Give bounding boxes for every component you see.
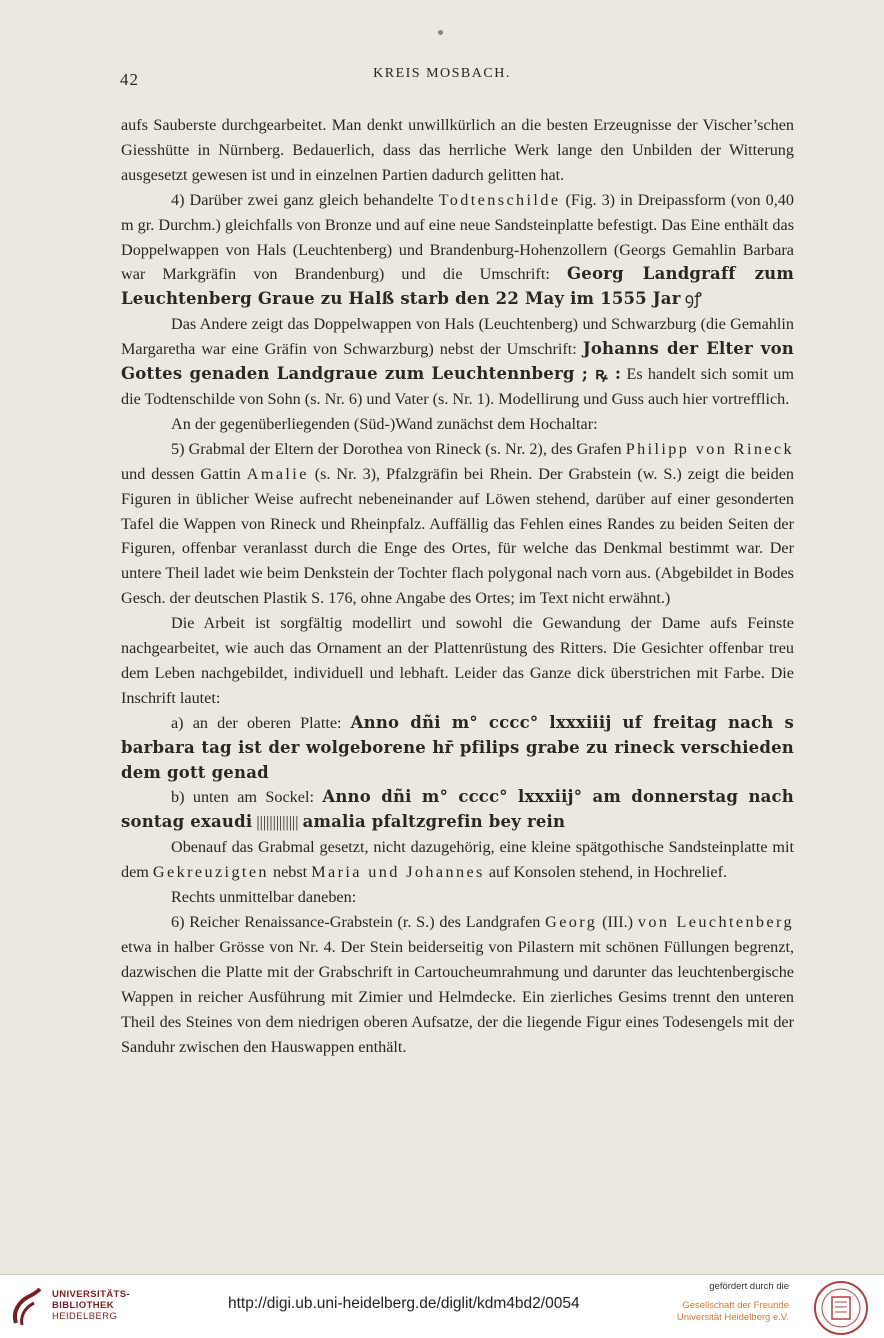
damage-marks: ||||||||||||| xyxy=(252,813,303,832)
sponsor-credit: gefördert durch die Gesellschaft der Freunde Universität Heidelberg e.V. xyxy=(676,1281,789,1323)
spaced-term: Georg xyxy=(545,913,598,931)
spaced-term: Gekreuzigten xyxy=(152,863,269,882)
paragraph-1: aufs Sauberste durchgearbeitet. Man denkt unwillkürlich an die besten Erzeugnisse der Vischer’schen Giesshütte in Nürnberg. Bedauerlich, dass das herrliche Werk lange den Unbilden der Witterung ausgesetzt gewesen ist und in einzelnen Partien dadurch gelitten hat. xyxy=(121,116,794,184)
body-text xyxy=(121,113,794,1059)
paragraph-3: Das Andere zeigt das Doppelwappen von Hals (Leuchtenberg) und Schwarzburg (die Gemahlin Margaretha war eine Gräfin von Schwarzburg) nebst der Umschrift: Johanns der Elter von Gottes genaden Landgraue zum Leuchtennberg ; ꝶ : Es handelt sich somit um die Todtenschilde von Sohn (s. Nr. 6) und Vater (s. Nr. 1). Modellirung und Guss auch hier vortrefflich. xyxy=(121,315,794,408)
ink-spot xyxy=(438,30,443,35)
inscription-a: a) an der oberen Platte: Anno dñi m° cccc° lxxxiiij uf freitag nach s barbara tag ist der wolgeborene hr̄ pfilips grabe zu rineck verschieden dem gott genad xyxy=(121,712,795,782)
viewer-footer xyxy=(0,1274,884,1338)
blackletter-inscription: Johanns der Elter von Gottes genaden Landgraue zum Leuchtennberg ; ꝶ : xyxy=(121,339,794,384)
library-name: UNIVERSITÄTS- BIBLIOTHEK HEIDELBERG xyxy=(52,1289,131,1322)
spaced-term: Todtenschilde xyxy=(438,190,561,209)
spaced-term: Maria und Johannes xyxy=(311,863,485,882)
university-library-logo-icon[interactable] xyxy=(10,1287,44,1327)
paragraph-2: 4) Darüber zwei ganz gleich behandelte Todtenschilde (Fig. 3) in Dreipassform (von 0,40 m gr. Durchm.) gleichfalls von Bronze und auf eine neue Sandsteinplatte befestigt. Das Eine enthält das Doppelwappen von Hals (Leuchtenberg) und Brandenburg-Hohenzollern (Georgs Gemahlin Barbara war Markgräfin von Brandenburg) und die Umschrift: Georg Landgraff zum Leuchtenberg Graue zu Halß starb den 22 May im 1555 Jar ꝯꝭ xyxy=(121,190,794,309)
spaced-term: Philipp von Rineck xyxy=(625,439,794,458)
paragraph-6: Die Arbeit ist sorgfältig modellirt und sowohl die Gewandung der Dame aufs Feinste nachgearbeitet, wie auch das Ornament an der Plattenrüstung des Ritters. Die Gesichter offenbar treu dem Leben nachgebildet, individuell und lebhaft. Leider das Ganze dick überstrichen mit Farbe. Die Inschrift lautet: xyxy=(121,614,794,707)
university-seal-icon[interactable] xyxy=(813,1280,869,1336)
blackletter-inscription: Anno dñi m° cccc° lxxxiij° am donnerstag nach sontag exaudi xyxy=(121,787,794,832)
paragraph-9: Obenauf das Grabmal gesetzt, nicht dazugehörig, eine kleine spätgothische Sandsteinplatte mit dem Gekreuzigten nebst Maria und Johannes auf Konsolen stehend, in Hochrelief. xyxy=(121,838,794,882)
spaced-term: von Leuchtenberg xyxy=(637,913,795,931)
inscription-b: b) unten am Sockel: Anno dñi m° cccc° lxxxiij° am donnerstag nach sontag exaudi ||||||||||||| amalia pfaltzgrefin bey rein xyxy=(121,787,794,832)
blackletter-inscription: Georg Landgraff zum Leuchtenberg Graue zu Halß starb den 22 May im 1555 Jar xyxy=(121,264,794,309)
blackletter-inscription: amalia pfaltzgrefin bey rein xyxy=(302,812,566,832)
paragraph-10: Rechts unmittelbar daneben: xyxy=(171,888,357,907)
paragraph-11: 6) Reicher Renaissance-Grabstein (r. S.) des Landgrafen Georg (III.) von Leuchtenberg etwa in halber Grösse von Nr. 4. Der Stein beiderseitig von Pilastern mit schönen Füllungen begrenzt, dazwischen die Platte mit der Grabschrift in Cartoucheumrahmung und darunter das leuchtenbergische Wappen in reicher Ausführung mit Zimier und Helmdecke. Ein zierliches Gesims trennt den unteren Theil des Steines von dem niedrigen oberen Aufsatze, der die liegende Figur eines Todesengels mit der Sanduhr zwischen den Hauswappen enthält. xyxy=(121,913,795,1056)
permalink[interactable]: http://digi.ub.uni-heidelberg.de/diglit/kdm4bd2/0054 xyxy=(228,1295,580,1312)
paragraph-5: 5) Grabmal der Eltern der Dorothea von Rineck (s. Nr. 2), des Grafen Philipp von Rineck und dessen Gattin Amalie (s. Nr. 3), Pfalzgräfin bei Rhein. Der Grabstein (w. S.) zeigt die beiden Figuren in üblicher Weise aufrecht nebeneinander auf Löwen stehend, darüber auf einer gesonderten Tafel die Wappen von Rineck und Rheinpfalz. Auffällig das Fehlen eines Randes zu beiden Seiten der Figuren, offenbar veranlasst durch die Enge des Ortes, für welche das Denkmal bestimmt war. Der untere Theil ladet wie beim Denkstein der Tochter flach polygonal nach vorn aus. (Abgebildet in Bodes Gesch. der deutschen Plastik S. 176, ohne Angabe des Ortes; im Text nicht erwähnt.) xyxy=(121,439,795,608)
paragraph-4: An der gegenüberliegenden (Süd-)Wand zunächst dem Hochaltar: xyxy=(171,414,598,433)
spaced-term: Amalie xyxy=(246,464,309,483)
running-head: KREIS MOSBACH. xyxy=(373,66,511,81)
page-number: 42 xyxy=(120,70,139,89)
blackletter-inscription: Anno dñi m° cccc° lxxxiiij uf freitag nach s barbara tag ist der wolgeborene hr̄ pfilips grabe zu rineck verschieden dem gott genad xyxy=(121,712,795,782)
